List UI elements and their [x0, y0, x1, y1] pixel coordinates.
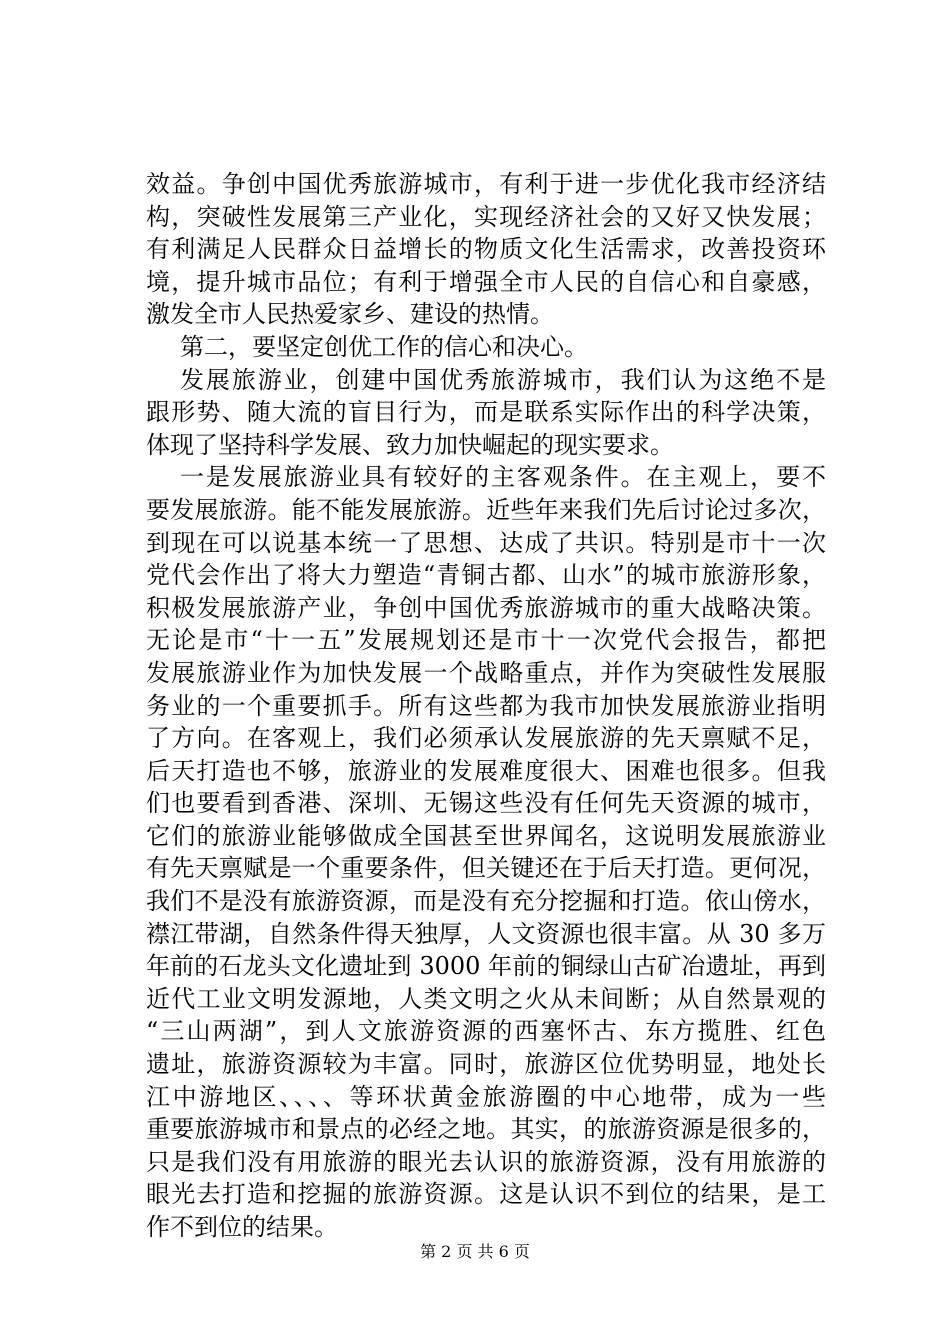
text-line: 无论是市“十一五”发展规划还是市十一次党代会报告，都把	[146, 626, 826, 655]
text-line: 江中游地区、、、、等环状黄金旅游圈的中心地带，成为一些	[146, 1082, 826, 1111]
text-line: 近代工业文明发源地，人类文明之火从未间断；从自然景观的	[146, 984, 826, 1013]
text-line: 我们不是没有旅游资源，而是没有充分挖掘和打造。依山傍水，	[146, 887, 826, 916]
text-line: 眼光去打造和挖掘的旅游资源。这是认识不到位的结果，是工	[146, 1180, 826, 1209]
text-line: 发展旅游业，创建中国优秀旅游城市，我们认为这绝不是	[180, 365, 826, 394]
text-line: 境，提升城市品位；有利于增强全市人民的自信心和自豪感，	[146, 267, 826, 296]
text-line: 有利满足人民群众日益增长的物质文化生活需求，改善投资环	[146, 235, 826, 264]
text-line: 跟形势、随大流的盲目行为，而是联系实际作出的科学决策，	[146, 398, 826, 427]
text-line: 党代会作出了将大力塑造“青铜古都、山水”的城市旅游形象，	[146, 561, 826, 590]
text-line: 作不到位的结果。	[146, 1213, 338, 1241]
text-line: 襟江带湖，自然条件得天独厚，人文资源也很丰富。从 30 多万	[146, 919, 826, 948]
text-line: 第二，要坚定创优工作的信心和决心。	[180, 332, 588, 361]
text-line: 发展旅游业作为加快发展一个战略重点，并作为突破性发展服	[146, 658, 826, 687]
text-line: 体现了坚持科学发展、致力加快崛起的现实要求。	[146, 430, 674, 459]
text-line: 遗址，旅游资源较为丰富。同时，旅游区位优势明显，地处长	[146, 1050, 826, 1079]
text-line: 积极发展旅游产业，争创中国优秀旅游城市的重大战略决策。	[146, 593, 826, 622]
text-line: 们也要看到香港、深圳、无锡这些没有任何先天资源的城市，	[146, 789, 826, 818]
page-footer: 第 2 页 共 6 页	[420, 1242, 530, 1261]
text-line: 它们的旅游业能够做成全国甚至世界闻名，这说明发展旅游业	[146, 821, 826, 850]
text-line: 后天打造也不够，旅游业的发展难度很大、困难也很多。但我	[146, 756, 826, 785]
text-line: 效益。争创中国优秀旅游城市，有利于进一步优化我市经济结	[146, 170, 826, 198]
text-line: 构，突破性发展第三产业化，实现经济社会的又好又快发展；	[146, 202, 826, 231]
text-line: 务业的一个重要抓手。所有这些都为我市加快发展旅游业指明	[146, 691, 826, 720]
text-line: 年前的石龙头文化遗址到 3000 年前的铜绿山古矿冶遗址，再到	[146, 952, 826, 981]
text-line: 要发展旅游。能不能发展旅游。近些年来我们先后讨论过多次，	[146, 495, 826, 524]
text-line: 有先天禀赋是一个重要条件，但关键还在于后天打造。更何况，	[146, 854, 826, 883]
text-line: 到现在可以说基本统一了思想、达成了共识。特别是市十一次	[146, 528, 826, 557]
text-line: 重要旅游城市和景点的必经之地。其实，的旅游资源是很多的，	[146, 1115, 826, 1144]
text-line: 一是发展旅游业具有较好的主客观条件。在主观上，要不	[180, 463, 826, 492]
text-line: 只是我们没有用旅游的眼光去认识的旅游资源，没有用旅游的	[146, 1147, 826, 1176]
document-body	[146, 168, 826, 1244]
text-line: 激发全市人民热爱家乡、建设的热情。	[146, 300, 554, 329]
text-line: 了方向。在客观上，我们必须承认发展旅游的先天禀赋不足，	[146, 724, 826, 753]
text-line: “三山两湖”，到人文旅游资源的西塞怀古、东方揽胜、红色	[146, 1017, 826, 1046]
